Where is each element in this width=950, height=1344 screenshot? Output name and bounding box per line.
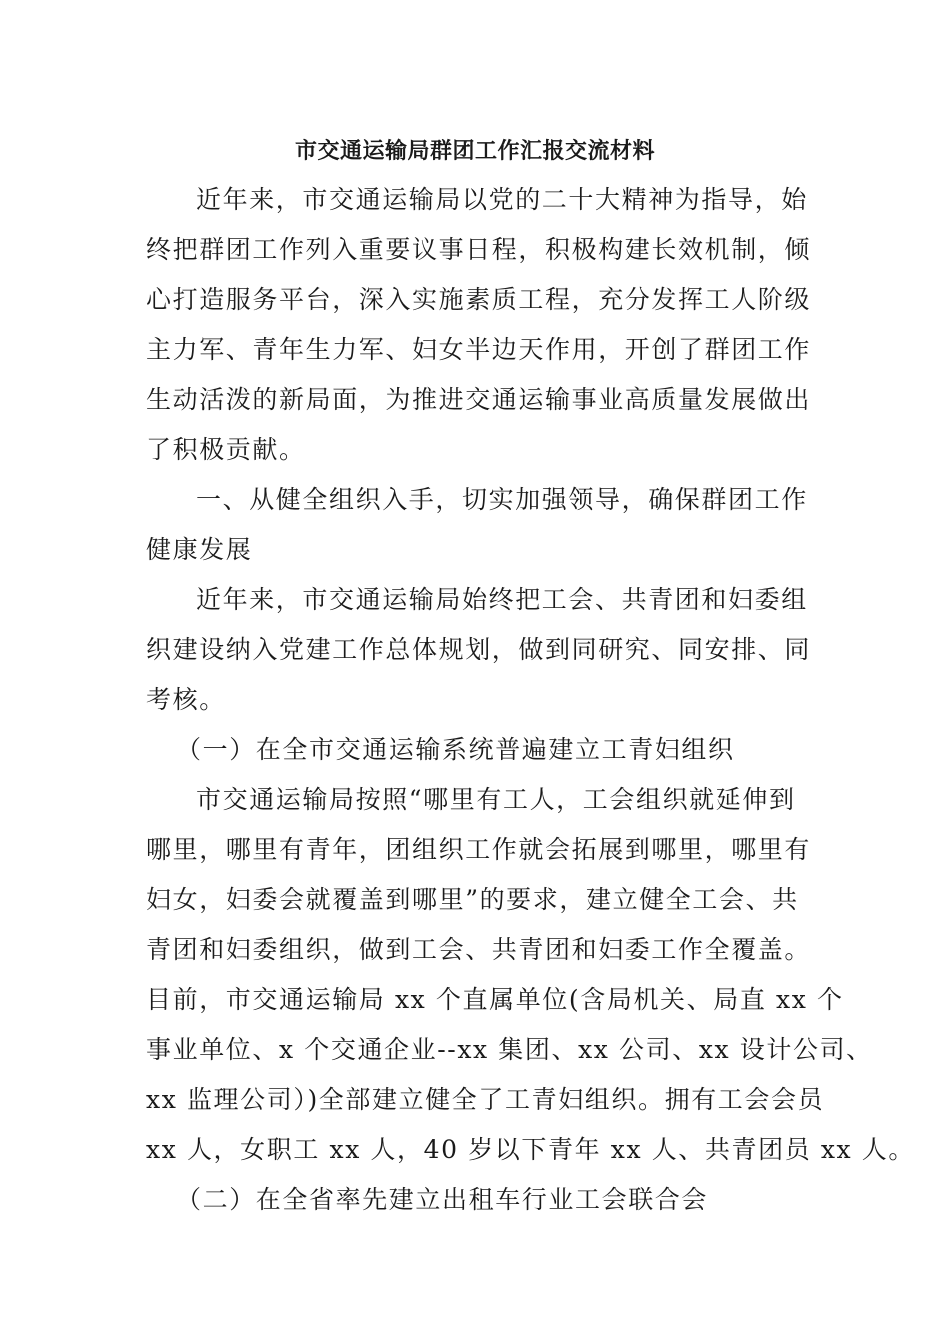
subsection-heading: （一）在全市交通运输系统普遍建立工青妇组织 [176, 735, 735, 764]
paragraph-line: 妇女，妇委会就覆盖到哪里”的要求，建立健全工会、共 [146, 885, 799, 914]
paragraph-line: 了积极贡献。 [146, 435, 306, 464]
paragraph-line: xx 监理公司）)全部建立健全了工青妇组织。拥有工会会员 [146, 1085, 825, 1114]
paragraph-line: 近年来，市交通运输局以党的二十大精神为指导，始 [196, 185, 808, 214]
paragraph-line: 生动活泼的新局面，为推进交通运输事业高质量发展做出 [146, 385, 812, 414]
paragraph-line: 主力军、青年生力军、妇女半边天作用，开创了群团工作 [146, 335, 812, 364]
paragraph-line: 目前，市交通运输局 xx 个直属单位(含局机关、局直 xx 个 [146, 985, 844, 1014]
section-heading-line: 健康发展 [146, 535, 253, 564]
section-heading-line: 一、从健全组织入手，切实加强领导，确保群团工作 [196, 485, 808, 514]
paragraph-line: xx 人，女职工 xx 人，40 岁以下青年 xx 人、共青团员 xx 人。 [146, 1135, 915, 1164]
paragraph-line: 考核。 [146, 685, 226, 714]
paragraph-line: 织建设纳入党建工作总体规划，做到同研究、同安排、同 [146, 635, 812, 664]
paragraph-line: 近年来，市交通运输局始终把工会、共青团和妇委组 [196, 585, 808, 614]
document-title: 市交通运输局群团工作汇报交流材料 [294, 139, 655, 164]
paragraph-line: 心打造服务平台，深入实施素质工程，充分发挥工人阶级 [146, 285, 812, 314]
subsection-heading: （二）在全省率先建立出租车行业工会联合会 [176, 1185, 709, 1214]
paragraph-line: 青团和妇委组织，做到工会、共青团和妇委工作全覆盖。 [146, 935, 812, 964]
paragraph-line: 终把群团工作列入重要议事日程，积极构建长效机制，倾 [146, 235, 812, 264]
paragraph-line: 哪里，哪里有青年，团组织工作就会拓展到哪里，哪里有 [146, 835, 812, 864]
paragraph-line: 市交通运输局按照“哪里有工人，工会组织就延伸到 [196, 785, 796, 814]
paragraph-line: 事业单位、x 个交通企业--xx 集团、xx 公司、xx 设计公司、 [146, 1035, 873, 1064]
